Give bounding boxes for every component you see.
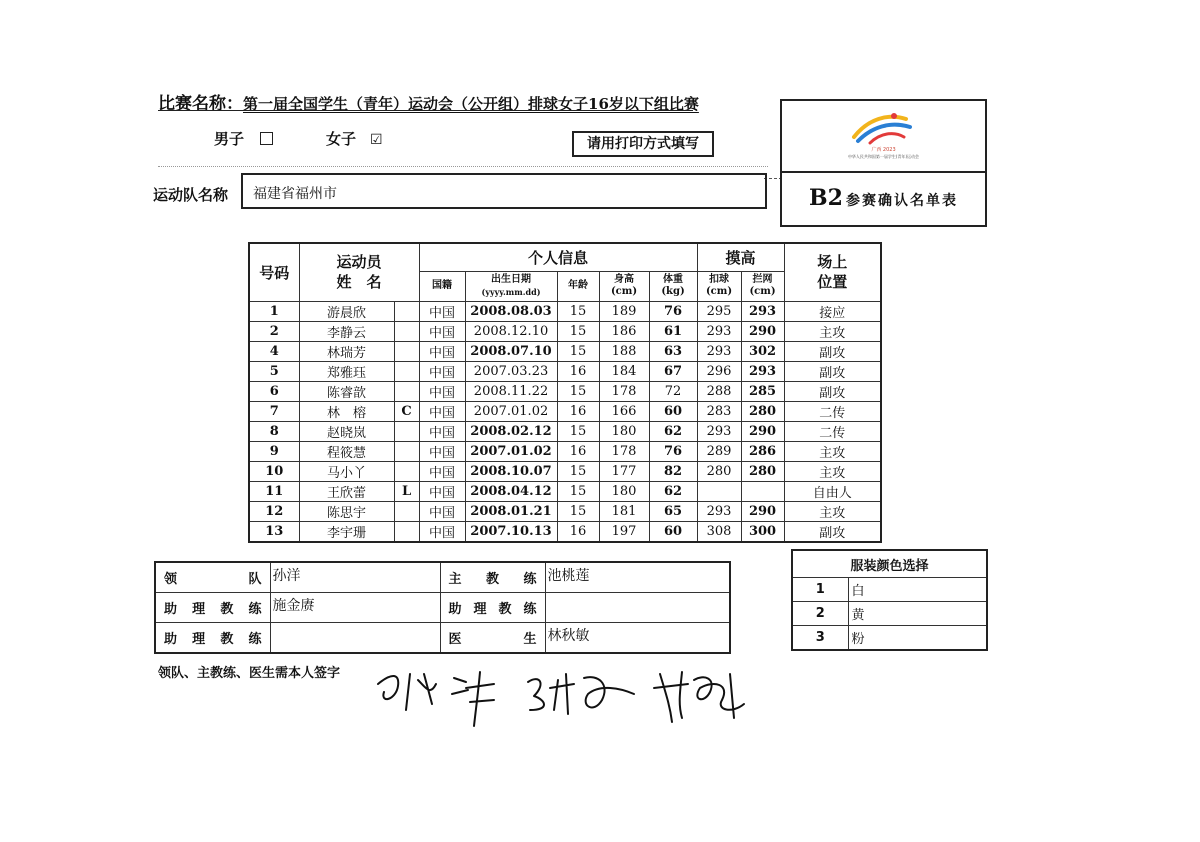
cell-weight: 60 [649, 521, 697, 542]
header-spike-label: 扣球 [709, 274, 730, 285]
cell-birth-date: 2008.11.22 [465, 381, 557, 401]
head-coach-value: 池桃莲 [545, 562, 730, 593]
cell-spike: 293 [697, 421, 741, 441]
cell-position: 副攻 [784, 361, 881, 381]
cell-name: 游晨欣 [299, 301, 394, 321]
cell-age: 15 [557, 381, 599, 401]
signature-note: 领队、主教练、医生需本人签字 [158, 666, 341, 681]
head-coach-label: 主教练 [440, 562, 545, 593]
competition-name: 第一届全国学生（青年）运动会（公开组）排球女子16岁以下组比赛 [243, 95, 699, 113]
cell-spike: 295 [697, 301, 741, 321]
cell-height: 188 [599, 341, 649, 361]
color-number: 1 [792, 578, 848, 602]
cell-height: 178 [599, 441, 649, 461]
female-checkbox-checked-icon: ☑ [370, 132, 383, 148]
cell-nationality: 中国 [419, 341, 465, 361]
cell-position: 主攻 [784, 501, 881, 521]
cell-name: 陈思宇 [299, 501, 394, 521]
cell-block: 293 [741, 301, 784, 321]
cell-position: 主攻 [784, 321, 881, 341]
cell-mark [394, 341, 419, 361]
cell-block: 290 [741, 421, 784, 441]
cell-height: 186 [599, 321, 649, 341]
header-athlete [299, 243, 419, 301]
header-position [784, 243, 881, 301]
form-title [782, 185, 985, 211]
cell-spike: 280 [697, 461, 741, 481]
games-logo-icon [848, 109, 918, 147]
header-personal-info: 个人信息 [419, 243, 697, 271]
cell-birth-date: 2008.10.07 [465, 461, 557, 481]
cell-name: 郑雅珏 [299, 361, 394, 381]
header-block [741, 271, 784, 301]
list-item [792, 626, 987, 651]
cell-mark [394, 301, 419, 321]
cell-number: 1 [249, 301, 299, 321]
cell-height: 197 [599, 521, 649, 542]
uniform-color-table [791, 549, 988, 651]
cell-birth-date: 2007.10.13 [465, 521, 557, 542]
cell-position: 副攻 [784, 381, 881, 401]
cell-name: 程筱慧 [299, 441, 394, 461]
cell-weight: 67 [649, 361, 697, 381]
cell-spike: 293 [697, 341, 741, 361]
table-row [249, 481, 881, 501]
cell-block: 293 [741, 361, 784, 381]
cell-number: 13 [249, 521, 299, 542]
cell-spike: 293 [697, 501, 741, 521]
cell-birth-date: 2008.08.03 [465, 301, 557, 321]
header-height [599, 271, 649, 301]
table-row [249, 341, 881, 361]
cell-height: 177 [599, 461, 649, 481]
cell-height: 180 [599, 421, 649, 441]
cell-block: 285 [741, 381, 784, 401]
cell-mark [394, 321, 419, 341]
cell-height: 181 [599, 501, 649, 521]
cell-mark [394, 461, 419, 481]
cell-age: 15 [557, 341, 599, 361]
assistant-coach-label: 助理教练 [155, 593, 270, 623]
cell-birth-date: 2008.07.10 [465, 341, 557, 361]
cell-name: 王欣蕾 [299, 481, 394, 501]
cell-nationality: 中国 [419, 321, 465, 341]
handwritten-signatures [370, 644, 790, 734]
table-row [249, 321, 881, 341]
form-code: B2 [809, 185, 843, 211]
leader-value: 孙洋 [270, 562, 440, 593]
cell-position: 副攻 [784, 521, 881, 542]
cell-name: 马小丫 [299, 461, 394, 481]
cell-birth-date: 2007.01.02 [465, 441, 557, 461]
cell-position: 接应 [784, 301, 881, 321]
header-height-label: 身高 [614, 274, 635, 285]
cell-age: 16 [557, 441, 599, 461]
header-weight [649, 271, 697, 301]
header-spike-unit: (cm) [705, 286, 733, 297]
cell-block: 290 [741, 501, 784, 521]
header-birth-date [465, 271, 557, 301]
form-badge [780, 99, 987, 227]
cell-block: 300 [741, 521, 784, 542]
staff-row [155, 562, 730, 593]
cell-nationality: 中国 [419, 481, 465, 501]
table-row [249, 461, 881, 481]
color-value: 白 [848, 578, 987, 602]
cell-number: 6 [249, 381, 299, 401]
color-number: 3 [792, 626, 848, 651]
table-row [249, 421, 881, 441]
header-nationality: 国籍 [419, 271, 465, 301]
cell-name: 李宇珊 [299, 521, 394, 542]
assistant-coach-value-2 [545, 593, 730, 623]
cell-weight: 60 [649, 401, 697, 421]
cell-number: 11 [249, 481, 299, 501]
table-row [249, 521, 881, 542]
cell-name: 李静云 [299, 321, 394, 341]
header-height-unit: (cm) [610, 286, 638, 297]
team-name-value: 福建省福州市 [253, 186, 337, 202]
cell-weight: 65 [649, 501, 697, 521]
color-value: 粉 [848, 626, 987, 651]
cell-mark [394, 361, 419, 381]
header-weight-label: 体重 [663, 274, 684, 285]
cell-mark [394, 421, 419, 441]
cell-block: 290 [741, 321, 784, 341]
male-label: 男子 [214, 130, 245, 148]
cell-mark [394, 501, 419, 521]
cell-height: 166 [599, 401, 649, 421]
cell-position: 副攻 [784, 341, 881, 361]
cell-spike: 288 [697, 381, 741, 401]
header-birth-date-label: 出生日期 [491, 273, 532, 285]
header-athlete-bottom: 姓 名 [336, 273, 382, 292]
cell-weight: 62 [649, 421, 697, 441]
cell-age: 15 [557, 301, 599, 321]
table-row [249, 501, 881, 521]
cell-number: 2 [249, 321, 299, 341]
cell-weight: 82 [649, 461, 697, 481]
header-weight-unit: (kg) [661, 286, 685, 297]
header-block-label: 拦网 [752, 274, 773, 285]
cell-nationality: 中国 [419, 501, 465, 521]
cell-age: 15 [557, 481, 599, 501]
team-name-label: 运动队名称 [153, 186, 229, 204]
gender-female [326, 128, 383, 149]
cell-number: 9 [249, 441, 299, 461]
cell-birth-date: 2007.01.02 [465, 401, 557, 421]
assistant-coach-label-3: 助理教练 [155, 623, 270, 654]
header-block-unit: (cm) [749, 286, 776, 297]
list-item [792, 602, 987, 626]
cell-weight: 63 [649, 341, 697, 361]
header-reach: 摸高 [697, 243, 784, 271]
color-number: 2 [792, 602, 848, 626]
header-position-bottom: 位置 [817, 273, 848, 292]
color-value: 黄 [848, 602, 987, 626]
table-row [249, 441, 881, 461]
doctor-label: 医生 [440, 623, 545, 654]
cell-birth-date: 2008.12.10 [465, 321, 557, 341]
assistant-coach-value: 施金赓 [270, 593, 440, 623]
logo-caption: 广西 2023 [871, 147, 896, 153]
badge-divider [782, 171, 985, 173]
cell-age: 15 [557, 421, 599, 441]
cell-number: 5 [249, 361, 299, 381]
cell-mark [394, 521, 419, 542]
cell-spike: 293 [697, 321, 741, 341]
cell-age: 16 [557, 401, 599, 421]
male-checkbox [260, 132, 273, 145]
cell-mark: C [394, 401, 419, 421]
cell-name: 陈睿歆 [299, 381, 394, 401]
cell-age: 16 [557, 521, 599, 542]
cell-position: 主攻 [784, 461, 881, 481]
cell-nationality: 中国 [419, 421, 465, 441]
cell-nationality: 中国 [419, 401, 465, 421]
cell-birth-date: 2007.03.23 [465, 361, 557, 381]
uniform-color-title: 服装颜色选择 [792, 550, 987, 578]
cell-mark: L [394, 481, 419, 501]
cell-spike [697, 481, 741, 501]
cell-position: 主攻 [784, 441, 881, 461]
print-instruction: 请用打印方式填写 [572, 131, 714, 157]
cell-birth-date: 2008.02.12 [465, 421, 557, 441]
cell-position: 二传 [784, 401, 881, 421]
form-name: 参赛确认名单表 [845, 193, 958, 209]
cell-birth-date: 2008.01.21 [465, 501, 557, 521]
cell-age: 16 [557, 361, 599, 381]
cell-height: 184 [599, 361, 649, 381]
cell-position: 二传 [784, 421, 881, 441]
cell-height: 178 [599, 381, 649, 401]
cell-number: 8 [249, 421, 299, 441]
cell-weight: 62 [649, 481, 697, 501]
cell-weight: 76 [649, 441, 697, 461]
cell-spike: 296 [697, 361, 741, 381]
leader-label: 领队 [155, 562, 270, 593]
cell-number: 12 [249, 501, 299, 521]
cell-name: 赵晓岚 [299, 421, 394, 441]
cell-weight: 61 [649, 321, 697, 341]
cell-name: 林瑞芳 [299, 341, 394, 361]
cell-age: 15 [557, 321, 599, 341]
cell-weight: 76 [649, 301, 697, 321]
cell-block: 280 [741, 401, 784, 421]
cell-height: 189 [599, 301, 649, 321]
cell-name: 林 榕 [299, 401, 394, 421]
cell-block: 302 [741, 341, 784, 361]
cell-number: 4 [249, 341, 299, 361]
logo-subcaption: 中华人民共和国第一届学生(青年)运动会 [847, 154, 920, 159]
cell-height: 180 [599, 481, 649, 501]
cell-number: 10 [249, 461, 299, 481]
team-name-box [241, 173, 767, 209]
staff-table [154, 561, 731, 654]
cell-nationality: 中国 [419, 381, 465, 401]
list-item [792, 578, 987, 602]
cell-mark [394, 381, 419, 401]
cell-position: 自由人 [784, 481, 881, 501]
cell-age: 15 [557, 501, 599, 521]
cell-weight: 72 [649, 381, 697, 401]
table-row [249, 301, 881, 321]
header-position-top: 场上 [817, 253, 848, 272]
gender-male [214, 128, 273, 149]
header-athlete-top: 运动员 [336, 253, 382, 272]
cell-nationality: 中国 [419, 361, 465, 381]
competition-label: 比赛名称： [158, 94, 243, 114]
cell-nationality: 中国 [419, 441, 465, 461]
cell-spike: 283 [697, 401, 741, 421]
header-age: 年龄 [557, 271, 599, 301]
cell-block: 280 [741, 461, 784, 481]
assistant-coach-label-2: 助理教练 [440, 593, 545, 623]
cell-nationality: 中国 [419, 461, 465, 481]
table-row [249, 401, 881, 421]
cell-age: 15 [557, 461, 599, 481]
table-row [249, 381, 881, 401]
cell-block: 286 [741, 441, 784, 461]
header-birth-format: (yyyy.mm.dd) [481, 286, 541, 297]
table-row [249, 361, 881, 381]
cell-birth-date: 2008.04.12 [465, 481, 557, 501]
cell-mark [394, 441, 419, 461]
doctor-value: 林秋敏 [545, 623, 730, 654]
cell-number: 7 [249, 401, 299, 421]
header-number: 号码 [249, 243, 299, 301]
cell-nationality: 中国 [419, 301, 465, 321]
cell-spike: 308 [697, 521, 741, 542]
cell-nationality: 中国 [419, 521, 465, 542]
female-label: 女子 [326, 130, 357, 148]
roster-table [248, 242, 882, 543]
cell-spike: 289 [697, 441, 741, 461]
dotted-separator [158, 166, 768, 167]
staff-row [155, 593, 730, 623]
title-underline [158, 110, 693, 111]
header-spike [697, 271, 741, 301]
cell-block [741, 481, 784, 501]
